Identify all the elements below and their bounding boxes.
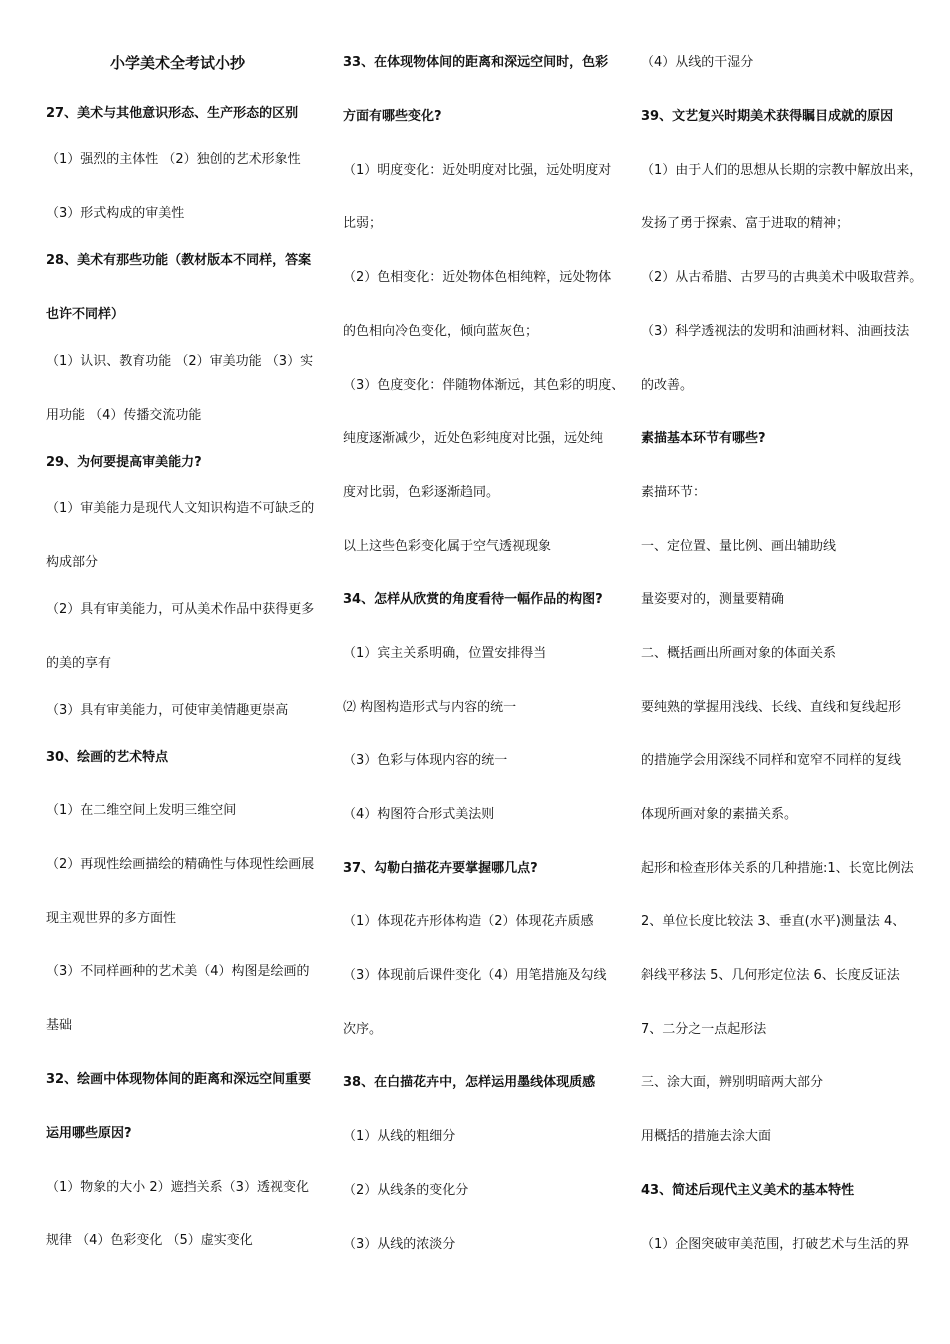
question-heading: 27、美术与其他意识形态、生产形态的区别 [46,106,299,121]
answer-line: 一、定位置、量比例、画出辅助线 [641,539,837,554]
question-heading: 30、绘画的艺术特点 [46,750,169,765]
answer-line: 要纯熟的掌握用浅线、长线、直线和复线起形 [641,700,902,715]
answer-line: 次序。 [343,1022,383,1037]
answer-line: （3）色度变化：伴随物体渐远，其色彩的明度、 [343,378,625,393]
answer-line: 的美的享有 [46,656,112,671]
answer-line: 规律 （4）色彩变化 （5）虚实变化 [46,1233,253,1248]
answer-line: 构成部分 [46,555,99,570]
answer-line: 起形和检查形体关系的几种措施:1、长宽比例法 [641,861,914,876]
answer-line: （1）认识、教育功能 （2）审美功能 （3）实 [46,354,314,369]
question-heading: 38、在白描花卉中，怎样运用墨线体现质感 [343,1075,596,1090]
answer-line: （2）从线条的变化分 [343,1183,469,1198]
answer-line: （1）体现花卉形体构造（2）体现花卉质感 [343,914,594,929]
question-heading: 39、文艺复兴时期美术获得瞩目成就的原因 [641,109,894,124]
question-heading: 素描基本环节有哪些? [641,431,766,446]
question-heading: 37、勾勒白描花卉要掌握哪几点? [343,861,538,876]
answer-line: （4）从线的干湿分 [641,55,754,70]
answer-line: 斜线平移法 5、几何形定位法 6、长度反证法 [641,968,900,983]
answer-line: （3）具有审美能力，可使审美情趣更崇高 [46,703,289,718]
answer-line: （3）体现前后课件变化（4）用笔措施及勾线 [343,968,607,983]
question-heading: 33、在体现物体间的距离和深远空间时，色彩 [343,55,609,70]
answer-line: （1）在二维空间上发明三维空间 [46,803,237,818]
answer-line: （3）色彩与体现内容的统一 [343,753,508,768]
answer-line: 比弱； [343,216,383,231]
answer-line: （1）强烈的主体性 （2）独创的艺术形象性 [46,152,301,167]
answer-line: 用概括的措施去涂大面 [641,1129,772,1144]
answer-line: （4）构图符合形式美法则 [343,807,495,822]
answer-line: （2）再现性绘画描绘的精确性与体现性绘画展 [46,857,315,872]
answer-line: 现主观世界的多方面性 [46,911,177,926]
answer-line: （1）从线的粗细分 [343,1129,456,1144]
answer-line: （2）从古希腊、古罗马的古典美术中吸取营养。 [641,270,923,285]
page-title: 小学美术全考试小抄 [110,54,246,72]
answer-line: （1）审美能力是现代人文知识构造不可缺乏的 [46,501,315,516]
answer-line: 的措施学会用深线不同样和宽窄不同样的复线 [641,753,902,768]
answer-line: 纯度逐渐减少，近处色彩纯度对比强，远处纯 [343,431,604,446]
answer-line: 用功能 （4）传播交流功能 [46,408,202,423]
answer-line: 量姿要对的，测量要精确 [641,592,785,607]
answer-line: （3）不同样画种的艺术美（4）构图是绘画的 [46,964,310,979]
question-heading: 方面有哪些变化? [343,109,442,124]
answer-line: 7、二分之一点起形法 [641,1022,767,1037]
answer-line: 的改善。 [641,378,694,393]
answer-line: （3）形式构成的审美性 [46,206,185,221]
answer-line: （2）具有审美能力，可从美术作品中获得更多 [46,602,315,617]
question-heading: 34、怎样从欣赏的角度看待一幅作品的构图? [343,592,603,607]
answer-line: 度对比弱，色彩逐渐趋同。 [343,485,500,500]
answer-line: ⑵ 构图构造形式与内容的统一 [343,700,517,715]
question-heading: 运用哪些原因? [46,1126,132,1141]
question-heading: 32、绘画中体现物体间的距离和深远空间重要 [46,1072,312,1087]
answer-line: （1）明度变化：近处明度对比强，远处明度对 [343,163,612,178]
answer-line: 基础 [46,1018,73,1033]
answer-line: （3）从线的浓淡分 [343,1237,456,1252]
answer-line: 以上这些色彩变化属于空气透视现象 [343,539,552,554]
answer-line: 的色相向冷色变化，倾向蓝灰色； [343,324,539,339]
answer-line: 发扬了勇于探索、富于进取的精神； [641,216,850,231]
answer-line: 素描环节： [641,485,707,500]
answer-line: （1）宾主关系明确，位置安排得当 [343,646,547,661]
answer-line: （1）由于人们的思想从长期的宗教中解放出来， [641,163,923,178]
answer-line: （2）色相变化：近处物体色相纯粹，远处物体 [343,270,612,285]
answer-line: 体现所画对象的素描关系。 [641,807,798,822]
question-heading: 28、美术有那些功能（教材版本不同样，答案 [46,253,312,268]
answer-line: （3）科学透视法的发明和油画材料、油画技法 [641,324,910,339]
answer-line: （1）企图突破审美范围，打破艺术与生活的界 [641,1237,910,1252]
answer-line: 二、概括画出所画对象的体面关系 [641,646,837,661]
question-heading: 也许不同样） [46,307,125,322]
answer-line: （1）物象的大小 2）遮挡关系（3）透视变化 [46,1180,309,1195]
answer-line: 2、单位长度比较法 3、垂直(水平)测量法 4、 [641,914,906,929]
answer-line: 三、涂大面，辨别明暗两大部分 [641,1075,824,1090]
question-heading: 43、简述后现代主义美术的基本特性 [641,1183,855,1198]
question-heading: 29、为何要提高审美能力? [46,455,202,470]
